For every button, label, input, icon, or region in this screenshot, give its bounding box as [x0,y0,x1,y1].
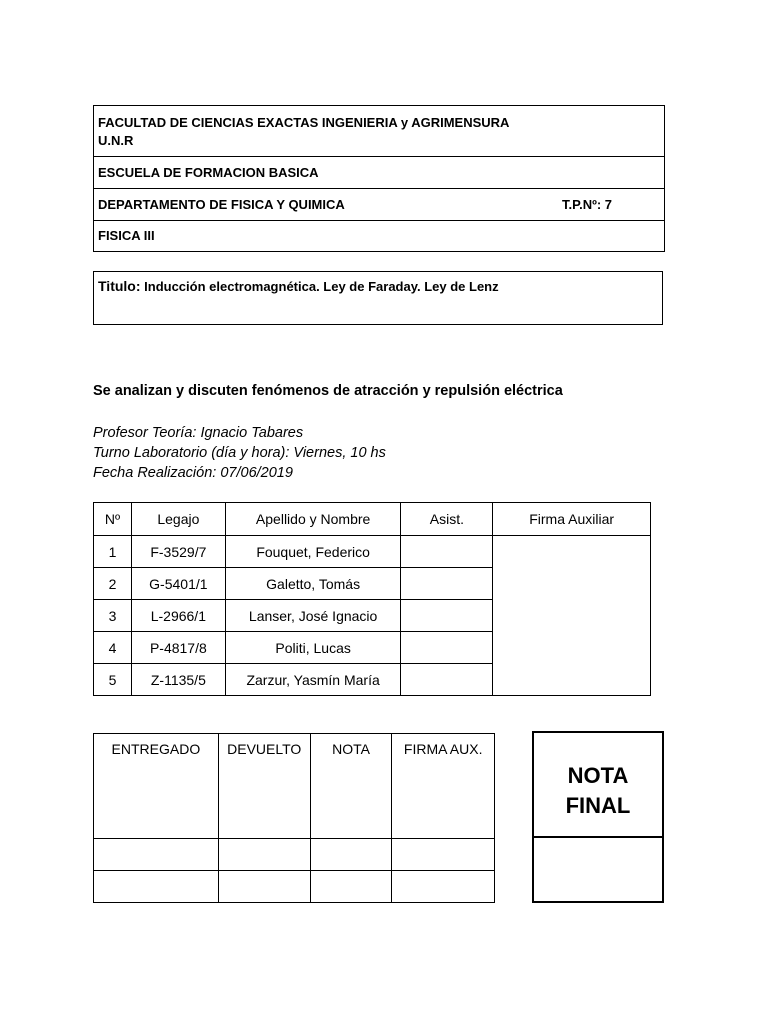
final-grade-box [532,731,664,903]
devuelto-cell[interactable] [218,839,310,871]
row-legajo: Z-1135/5 [131,664,225,696]
title-box [93,271,663,325]
entregado-cell[interactable] [94,871,219,903]
header-box [93,105,665,252]
row-legajo: G-5401/1 [131,568,225,600]
shift-line: Turno Laboratorio (día y hora): Viernes, 10 hs [93,445,386,461]
grading-table [93,733,495,903]
table-row [94,536,651,568]
table-row [94,871,495,903]
col-header-legajo: Legajo [131,503,225,536]
col-header-entregado: ENTREGADO [94,734,219,839]
row-legajo: P-4817/8 [131,632,225,664]
course-name: FISICA III [98,228,155,243]
table-row [94,839,495,871]
professor-line: Profesor Teoría: Ignacio Tabares [93,425,304,441]
nota-cell[interactable] [310,871,392,903]
col-header-firma-aux: FIRMA AUX. [392,734,495,839]
info-block [93,423,386,483]
devuelto-cell[interactable] [218,871,310,903]
faculty-name: FACULTAD DE CIENCIAS EXACTAS INGENIERIA y AGRIMENSURA [98,115,510,130]
university-name: U.N.R [98,133,134,148]
title-text: Inducción electromagnética. Ley de Faraday. Ley de Lenz [144,279,499,294]
school-name: ESCUELA DE FORMACION BASICA [98,165,319,180]
row-number: 5 [94,664,132,696]
asist-cell[interactable] [401,600,493,632]
asist-cell[interactable] [401,568,493,600]
row-name: Fouquet, Federico [225,536,401,568]
row-legajo: L-2966/1 [131,600,225,632]
grading-header-row [94,734,495,839]
row-name: Lanser, José Ignacio [225,600,401,632]
asist-cell[interactable] [401,664,493,696]
row-name: Galetto, Tomás [225,568,401,600]
entregado-cell[interactable] [94,839,219,871]
department-row [94,189,664,221]
col-header-asist: Asist. [401,503,493,536]
title-label: Titulo: [98,278,141,294]
row-name: Zarzur, Yasmín María [225,664,401,696]
col-header-devuelto: DEVUELTO [218,734,310,839]
faculty-row [94,106,664,157]
firma-auxiliar-cell[interactable] [493,536,651,696]
date-line: Fecha Realización: 07/06/2019 [93,465,293,481]
students-table [93,502,651,696]
row-number: 4 [94,632,132,664]
col-header-name: Apellido y Nombre [225,503,401,536]
col-header-firma: Firma Auxiliar [493,503,651,536]
asist-cell[interactable] [401,536,493,568]
col-header-number: Nº [94,503,132,536]
row-number: 1 [94,536,132,568]
final-label-line2: FINAL [565,793,631,818]
final-grade-label [534,733,662,838]
firma-aux-cell[interactable] [392,839,495,871]
firma-aux-cell[interactable] [392,871,495,903]
school-row [94,157,664,189]
row-number: 3 [94,600,132,632]
row-number: 2 [94,568,132,600]
final-label-line1: NOTA [567,763,629,788]
nota-cell[interactable] [310,839,392,871]
col-header-nota: NOTA [310,734,392,839]
asist-cell[interactable] [401,632,493,664]
students-header-row [94,503,651,536]
row-name: Politi, Lucas [225,632,401,664]
tp-number: T.P.Nº: 7 [562,197,613,212]
row-legajo: F-3529/7 [131,536,225,568]
course-row [94,221,664,252]
summary-text: Se analizan y discuten fenómenos de atracción y repulsión eléctrica [93,383,563,399]
department-name: DEPARTAMENTO DE FISICA Y QUIMICA [98,197,345,212]
final-grade-value-cell[interactable] [534,838,662,901]
